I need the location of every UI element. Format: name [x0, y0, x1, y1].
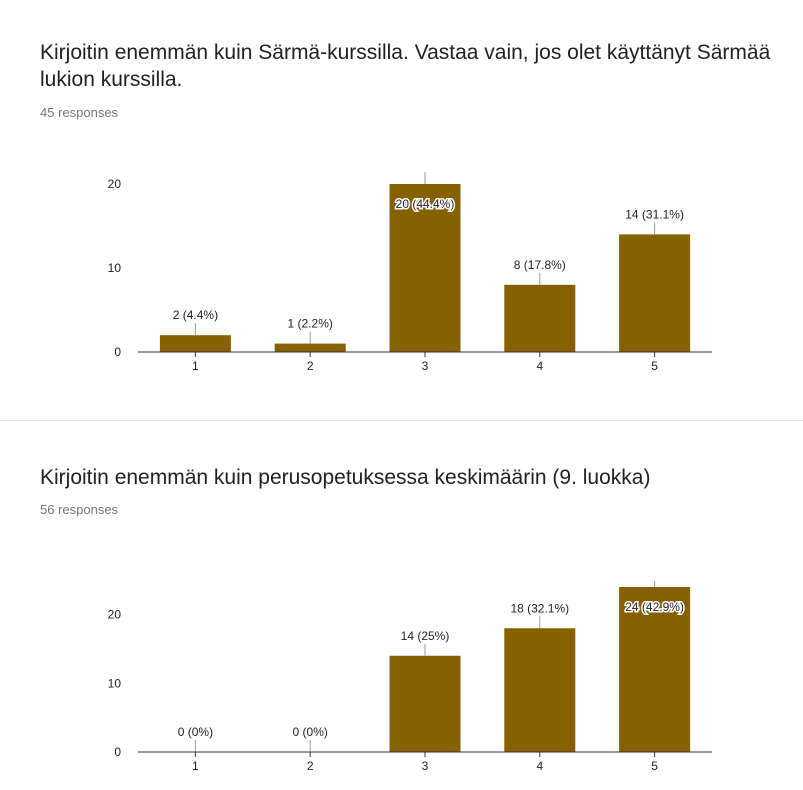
x-tick-label: 1: [192, 759, 199, 773]
response-count: 56 responses: [40, 502, 119, 517]
data-label: 14 (31.1%): [625, 207, 684, 222]
bar-chart: [0, 581, 803, 790]
data-label: 2 (4.4%): [172, 308, 219, 323]
bar: [504, 628, 575, 752]
bar: [504, 285, 575, 352]
bar: [619, 234, 690, 352]
y-tick-label: 0: [114, 745, 121, 759]
y-tick-label: 20: [107, 177, 121, 191]
x-tick-label: 3: [421, 759, 429, 773]
y-tick-label: 10: [107, 676, 121, 691]
x-tick-label: 3: [421, 359, 429, 373]
data-label: 20 (44.4%): [395, 197, 455, 211]
x-tick-label: 4: [536, 759, 544, 773]
x-tick-label: 2: [306, 759, 314, 773]
y-tick-label: 0: [114, 345, 121, 359]
bar: [275, 344, 346, 352]
x-tick-label: 2: [306, 359, 314, 373]
data-label: 0 (0%): [292, 725, 328, 739]
y-tick-label: 10: [107, 261, 121, 275]
data-label: 18 (32.1%): [510, 601, 570, 616]
data-label: 8 (17.8%): [513, 257, 566, 272]
data-label: 0 (0%): [177, 725, 214, 739]
data-label: 1 (2.2%): [287, 316, 333, 331]
x-tick-label: 5: [651, 759, 658, 773]
question-title: Kirjoitin enemmän kuin Särmä-kurssilla. Vastaa vain, jos olet käyttänyt Särmää lukion kurssilla.: [40, 41, 771, 91]
bar: [160, 335, 231, 352]
response-count: 45 responses: [40, 105, 119, 120]
bar: [390, 656, 461, 752]
x-tick-label: 5: [651, 359, 658, 373]
question-title: Kirjoitin enemmän kuin perusopetuksessa keskimäärin (9. luokka): [40, 466, 651, 489]
data-label: 14 (25%): [400, 628, 450, 643]
bar-chart: [0, 160, 803, 400]
data-label: 24 (42.9%): [625, 600, 684, 614]
question-card-2: [0, 421, 803, 790]
x-tick-label: 1: [192, 359, 199, 373]
x-tick-label: 4: [536, 359, 544, 373]
y-tick-label: 20: [107, 607, 121, 622]
